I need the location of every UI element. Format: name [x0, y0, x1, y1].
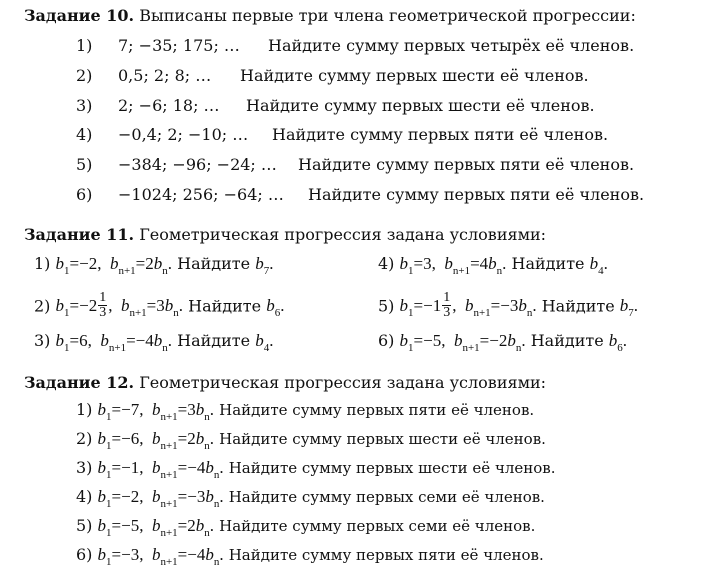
item-number: 1) — [76, 36, 93, 55]
condition: $b_1=-6$, $b_{n+1}=2b_n$. — [97, 429, 215, 452]
condition: $b_1=6$, $b_{n+1}=-4b_n$. — [55, 331, 173, 354]
condition: $b_1=-3$, $b_{n+1}=-4b_n$. — [97, 545, 224, 568]
question: Найдите сумму первых шести её членов. — [240, 66, 589, 85]
question: Найдите сумму первых шести её членов. — [246, 96, 595, 115]
item-number: 3) — [76, 458, 93, 477]
question: Найдите сумму первых пяти её членов. — [219, 401, 535, 419]
sequence: −0,4; 2; −10; … — [118, 125, 249, 144]
sequence: −384; −96; −24; … — [118, 155, 277, 174]
question: Найдите сумму первых семи её членов. — [228, 488, 545, 506]
question: Найдите сумму первых шести её членов. — [219, 430, 546, 448]
condition: $b_1=-2$, $b_{n+1}=-3b_n$. — [97, 487, 224, 510]
task11-heading — [24, 225, 546, 245]
task11-item: 4) $b_1=3$, $b_{n+1}=4b_n$. Найдите $b_4$. — [378, 254, 608, 277]
find-label: Найдите — [188, 296, 262, 316]
fraction: $\frac{1}{3}$ — [99, 290, 107, 320]
find-label: Найдите — [541, 296, 615, 316]
sequence: −1024; 256; −64; … — [118, 185, 284, 204]
sequence: 0,5; 2; 8; … — [118, 66, 212, 85]
task11-item: 1) $b_1=-2$, $b_{n+1}=2b_n$. Найдите $b_7$. — [34, 254, 274, 277]
task12-item — [76, 458, 556, 480]
find-label: Найдите — [177, 254, 251, 273]
condition: $b_1=-2$ $\frac{1}{3}$ , $b_{n+1}=3b_n$. — [55, 290, 184, 320]
task11-item: 3) $b_1=6$, $b_{n+1}=-4b_n$. Найдите $b_4$. — [34, 331, 274, 354]
item-number: 3) — [76, 96, 93, 115]
item-number: 5) — [378, 296, 395, 316]
task12-item — [76, 400, 534, 422]
task12-label: Задание 12. — [24, 373, 135, 392]
question: Найдите сумму первых четырёх её членов. — [268, 36, 635, 55]
task12-heading — [24, 373, 546, 393]
condition: $b_1=-2$, $b_{n+1}=2b_n$. — [55, 254, 173, 277]
task12-item — [76, 516, 535, 538]
task12-item — [76, 545, 544, 567]
question: Найдите сумму первых пяти её членов. — [308, 185, 645, 204]
task10-text: Выписаны первые три члена геометрической прогрессии: — [134, 6, 636, 25]
item-number: 6) — [76, 185, 93, 204]
question: Найдите сумму первых шести её членов. — [228, 459, 556, 477]
task10-label: Задание 10. — [24, 6, 135, 25]
question: Найдите сумму первых пяти её членов. — [298, 155, 635, 174]
item-number: 2) — [34, 296, 51, 316]
item-number: 4) — [76, 487, 93, 506]
task11-label: Задание 11. — [24, 225, 135, 244]
task11-item: 6) $b_1=-5$, $b_{n+1}=-2b_n$. Найдите $b_6$. — [378, 331, 628, 354]
item-number: 2) — [76, 429, 93, 448]
task12-item — [76, 429, 546, 451]
task12-text: Геометрическая прогрессия задана условиями: — [134, 373, 547, 392]
item-number: 1) — [76, 400, 93, 419]
item-number: 4) — [76, 125, 93, 144]
find-label: Найдите — [511, 254, 585, 273]
condition: $b_1=3$, $b_{n+1}=4b_n$. — [399, 254, 507, 277]
condition: $b_1=-1$ $\frac{1}{3}$ , $b_{n+1}=-3b_n$. — [399, 290, 537, 320]
task11-text: Геометрическая прогрессия задана условиями: — [134, 225, 547, 244]
condition: $b_1=-5$, $b_{n+1}=-2b_n$. — [399, 331, 526, 354]
sequence: 7; −35; 175; … — [118, 36, 240, 55]
item-number: 2) — [76, 66, 93, 85]
item-number: 1) — [34, 254, 51, 273]
item-number: 4) — [378, 254, 395, 273]
condition: $b_1=-5$, $b_{n+1}=2b_n$. — [97, 516, 215, 539]
item-number: 5) — [76, 516, 93, 535]
find-label: Найдите — [177, 331, 251, 350]
find-label: Найдите — [530, 331, 604, 350]
fraction: $\frac{1}{3}$ — [443, 290, 451, 320]
item-number: 6) — [378, 331, 395, 350]
condition: $b_1=-7$, $b_{n+1}=3b_n$. — [97, 400, 215, 423]
condition: $b_1=-1$, $b_{n+1}=-4b_n$. — [97, 458, 224, 481]
item-number: 6) — [76, 545, 93, 564]
task12-item — [76, 487, 545, 509]
item-number: 3) — [34, 331, 51, 350]
question: Найдите сумму первых пяти её членов. — [272, 125, 609, 144]
task11-item: 2) $b_1=-2$ $\frac{1}{3}$ , $b_{n+1}=3b_n$. Найдите $b_6$. — [34, 290, 285, 320]
task10-heading — [24, 6, 636, 26]
sequence: 2; −6; 18; … — [118, 96, 220, 115]
task11-item: 5) $b_1=-1$ $\frac{1}{3}$ , $b_{n+1}=-3b_n$. Найдите $b_7$. — [378, 290, 639, 320]
question: Найдите сумму первых пяти её членов. — [228, 546, 544, 564]
question: Найдите сумму первых семи её членов. — [219, 517, 536, 535]
item-number: 5) — [76, 155, 93, 174]
